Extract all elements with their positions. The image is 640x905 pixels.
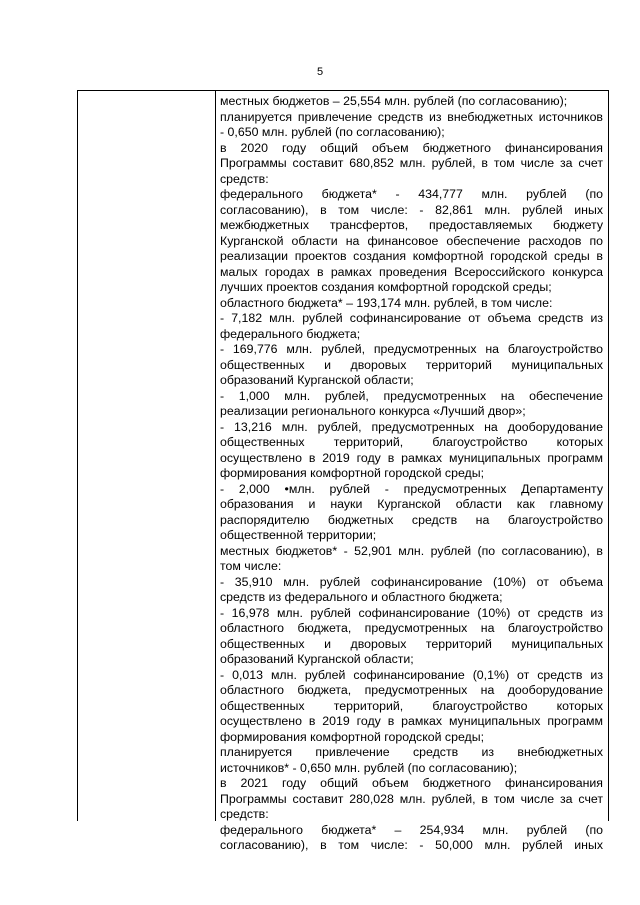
text-line: образований Курганской области; bbox=[220, 373, 414, 387]
text-line: источников* - 0,650 млн. рублей (по согласованию); bbox=[220, 760, 518, 775]
text-line: местных бюджетов – 25,554 млн. рублей (по согласованию); bbox=[220, 94, 568, 108]
text-line: - 1,000 млн. рублей, предусмотренных на обеспечение bbox=[220, 388, 603, 403]
text-line: - 0,650 млн. рублей (по согласованию); bbox=[220, 125, 445, 139]
text-line: общественных и дворовых территорий муниципальных bbox=[220, 636, 603, 651]
text-line: общественной территории; bbox=[220, 528, 377, 542]
text-line: общественных и дворовых территорий муниципальных bbox=[220, 357, 603, 372]
text-line: Программы составит 680,852 млн. рублей, в том числе за счет bbox=[220, 156, 603, 170]
text-line: федерального бюджета; bbox=[220, 326, 361, 341]
text-line: общественных территорий, благоустройство которых bbox=[220, 435, 603, 449]
text-line: Курганской области на финансовое обеспечение расходов по bbox=[220, 233, 603, 248]
text-line: - 0,013 млн. рублей софинансирование (0,1%) от средств из bbox=[220, 667, 603, 682]
text-line: формирования комфортной городской среды; bbox=[220, 729, 485, 744]
text-line: формирования комфортной городской среды; bbox=[220, 466, 485, 480]
page-number: 5 bbox=[316, 66, 324, 78]
text-line: федерального бюджета* – 254,934 млн. рублей (по bbox=[220, 822, 603, 837]
text-line: общественных территорий, благоустройство которых bbox=[220, 698, 603, 713]
text-line: осуществлено в 2019 году в рамках муниципальных программ bbox=[220, 714, 603, 728]
text-line: планируется привлечение средств из внебюджетных bbox=[220, 745, 603, 759]
text-line: распорядителю бюджетных средств на благоустройство bbox=[220, 512, 603, 527]
text-line: - 7,182 млн. рублей софинансирование от объема средств из bbox=[220, 311, 603, 325]
text-line: - 169,776 млн. рублей, предусмотренных на благоустройство bbox=[220, 342, 603, 356]
text-line: согласованию), в том числе: - 82,861 млн. рублей иных bbox=[220, 202, 603, 217]
column-divider bbox=[215, 91, 216, 821]
text-line: реализации проектов создания комфортной городской среды в bbox=[220, 249, 603, 263]
text-line: - 16,978 млн. рублей софинансирование (10%) от средств из bbox=[220, 605, 603, 620]
text-line: образований Курганской области; bbox=[220, 652, 414, 666]
text-line: - 13,216 млн. рублей, предусмотренных на дооборудование bbox=[220, 419, 603, 434]
document-table bbox=[77, 90, 609, 852]
text-line: согласованию), в том числе: - 50,000 млн. рублей иных bbox=[220, 838, 603, 852]
text-line: средств: bbox=[220, 807, 269, 821]
text-line: планируется привлечение средств из внебюджетных источников bbox=[220, 109, 603, 124]
text-line: средств: bbox=[220, 171, 269, 186]
text-line: межбюджетных трансфертов, предоставляемых бюджету bbox=[220, 218, 603, 232]
text-line: местных бюджетов* - 52,901 млн. рублей (по согласованию), в bbox=[220, 543, 603, 558]
text-line: средств из федерального и областного бюджета; bbox=[220, 590, 503, 604]
text-line: образования и науки Курганской области как главному bbox=[220, 497, 603, 511]
text-line: областного бюджета, предусмотренных на благоустройство bbox=[220, 621, 603, 635]
text-line: областного бюджета* – 193,174 млн. рублей, в том числе: bbox=[220, 295, 553, 310]
table-text-cell bbox=[220, 94, 603, 854]
text-line: областного бюджета, предусмотренных на дооборудование bbox=[220, 683, 603, 697]
text-line: в 2020 году общий объем бюджетного финансирования bbox=[220, 140, 603, 155]
text-line: реализации регионального конкурса «Лучший двор»; bbox=[220, 404, 526, 418]
text-line: - 2,000 •млн. рублей - предусмотренных Департаменту bbox=[220, 481, 603, 496]
text-line: лучших проектов создания комфортной городской среды; bbox=[220, 280, 552, 294]
text-line: - 35,910 млн. рублей софинансирование (10%) от объема bbox=[220, 574, 603, 589]
text-line: в 2021 году общий объем бюджетного финансирования bbox=[220, 776, 603, 790]
text-line: федерального бюджета* - 434,777 млн. рублей (по bbox=[220, 187, 603, 201]
text-line: том числе: bbox=[220, 559, 282, 573]
text-line: осуществлено в 2019 году в рамках муниципальных программ bbox=[220, 450, 603, 465]
text-line: Программы составит 280,028 млн. рублей, в том числе за счет bbox=[220, 791, 603, 806]
text-line: малых городах в рамках проведения Всероссийского конкурса bbox=[220, 264, 603, 279]
